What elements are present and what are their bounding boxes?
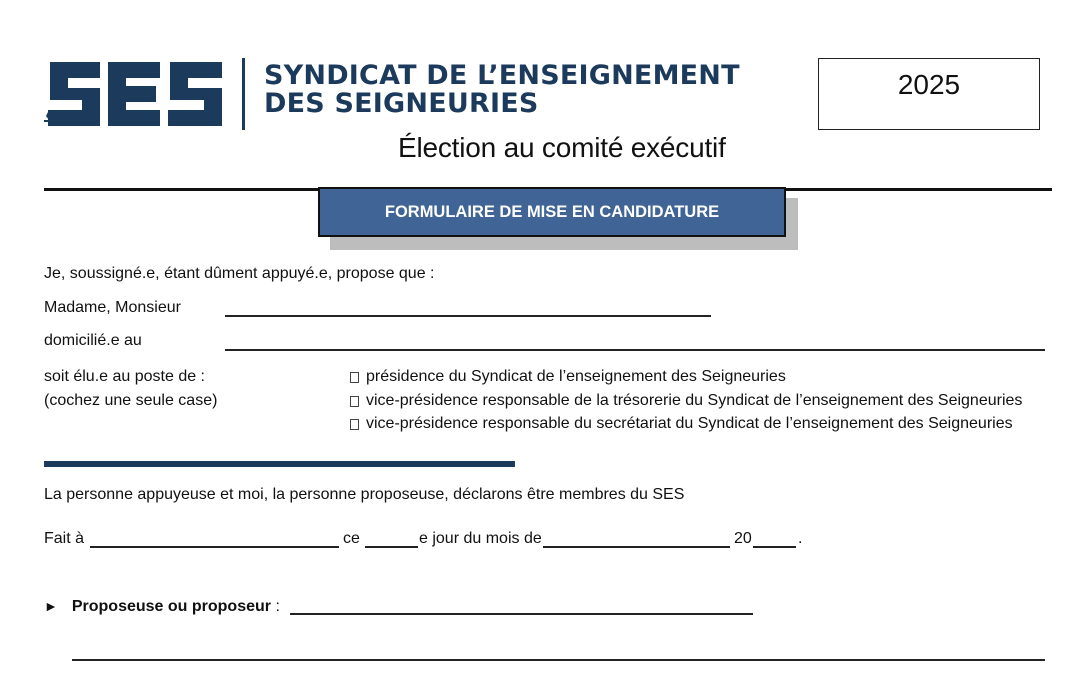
- intro-text: Je, soussigné.e, étant dûment appuyé.e, propose que :: [44, 265, 435, 282]
- month-field-line[interactable]: [543, 546, 730, 548]
- organization-name: [264, 62, 764, 118]
- address-field-line[interactable]: [225, 349, 1045, 351]
- section-divider: [44, 461, 515, 467]
- option-label: présidence du Syndicat de l’enseignement des Seigneuries: [366, 368, 786, 385]
- form-banner: FORMULAIRE DE MISE EN CANDIDATURE: [318, 187, 786, 237]
- arrow-right-icon: ►: [44, 598, 58, 614]
- option-secretariat[interactable]: [350, 415, 1013, 433]
- ce-label: ce: [343, 530, 360, 547]
- day-field-line[interactable]: [365, 546, 418, 548]
- ses-logo: [42, 58, 228, 130]
- checkbox-icon[interactable]: [350, 419, 359, 430]
- period: .: [798, 530, 803, 547]
- organization-name-line2: DES SEIGNEURIES: [264, 88, 539, 119]
- option-label: vice-présidence responsable du secrétariat du Syndicat de l’enseignement des Seigneuries: [366, 415, 1013, 432]
- option-presidence[interactable]: [350, 368, 786, 386]
- name-field-line[interactable]: [225, 315, 711, 317]
- proposer-label: Proposeuse ou proposeur: [71, 598, 271, 615]
- position-hint: (cochez une seule case): [44, 392, 218, 409]
- proposer-second-line[interactable]: [72, 659, 1045, 661]
- address-label: domicilié.e au: [44, 332, 142, 349]
- year-prefix-label: 20: [734, 530, 752, 547]
- checkbox-icon[interactable]: [350, 372, 359, 383]
- proposer-row: [44, 598, 280, 616]
- page-title: Élection au comité exécutif: [398, 132, 726, 163]
- checkbox-icon[interactable]: [350, 396, 359, 407]
- option-tresorerie[interactable]: [350, 392, 1022, 410]
- option-label: vice-présidence responsable de la trésorerie du Syndicat de l’enseignement des Seigneuries: [366, 392, 1023, 409]
- proposer-colon: :: [271, 598, 280, 615]
- declaration-text: La personne appuyeuse et moi, la personne proposeuse, déclarons être membres du SES: [44, 486, 685, 503]
- logo-separator: [242, 58, 245, 130]
- year-box: 2025: [818, 58, 1040, 130]
- position-label: soit élu.e au poste de :: [44, 368, 205, 385]
- proposer-field-line[interactable]: [290, 613, 753, 615]
- organization-name-line1: SYNDICAT DE L’ENSEIGNEMENT: [264, 60, 740, 91]
- fait-a-label: Fait à: [44, 530, 85, 547]
- name-label: Madame, Monsieur: [44, 299, 181, 316]
- place-field-line[interactable]: [90, 546, 339, 548]
- year-field-line[interactable]: [753, 546, 796, 548]
- day-of-month-label: e jour du mois de: [419, 530, 542, 547]
